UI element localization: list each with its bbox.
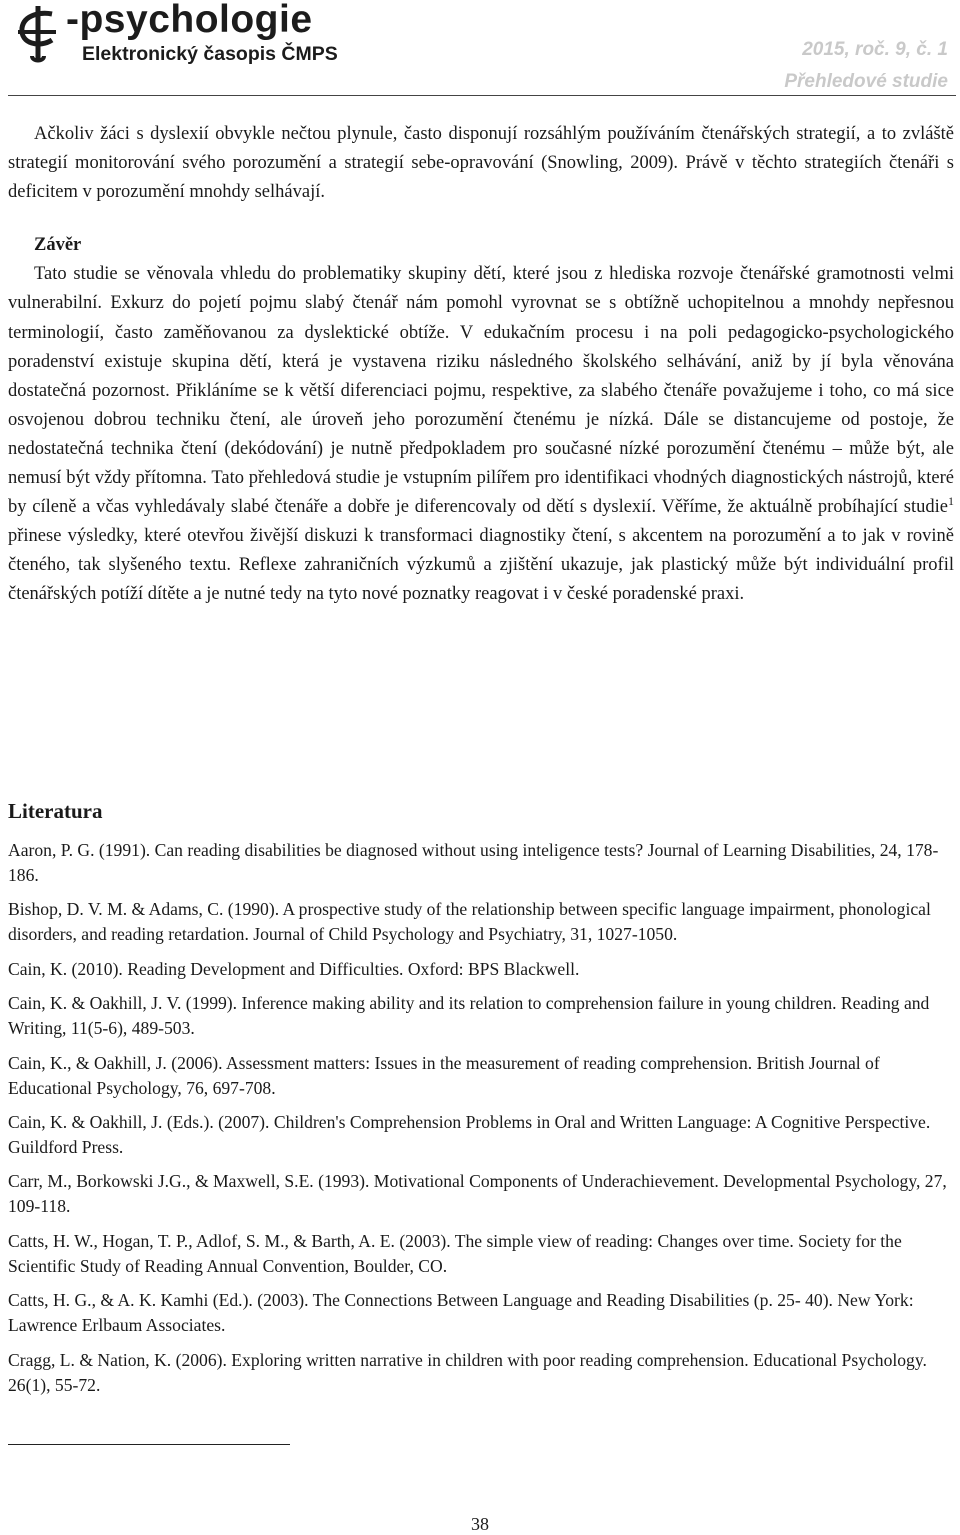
reference-item: Catts, H. W., Hogan, T. P., Adlof, S. M., & Barth, A. E. (2003). The simple view of reading: Changes over time. Society for the Scientific Study of Reading Annual Convention, Boulder, CO. <box>8 1230 902 1276</box>
conclusion-heading: Závěr <box>34 235 82 256</box>
page-header <box>0 0 960 96</box>
footnote-marker[interactable]: 1 <box>948 493 954 508</box>
header-divider <box>8 95 956 96</box>
reference-item: Cain, K. (2010). Reading Development and Difficulties. Oxford: BPS Blackwell. <box>8 958 580 979</box>
reference-item: Carr, M., Borkowski J.G., & Maxwell, S.E. (1993). Motivational Components of Underachievement. Developmental Psychology, 27, 109-118. <box>8 1171 947 1217</box>
issue-info <box>784 34 948 98</box>
logo-title: -psychologie <box>66 0 313 41</box>
reference-item: Cain, K. & Oakhill, J. (Eds.). (2007). Children's Comprehension Problems in Oral and Written Language: A Cognitive Perspective. Guildford Press. <box>8 1111 931 1157</box>
reference-item: Aaron, P. G. (1991). Can reading disabilities be diagnosed without using inteligence tests? Journal of Learning Disabilities, 24, 178-186. <box>8 840 939 885</box>
intro-paragraph: Ačkoliv žáci s dyslexií obvykle nečtou plynule, často disponují rozsáhlým používáním čtenářských strategií, a to zvláště strategií monitorování svého porozumění a strategií sebe-opravování (Snowling, 2009). Právě v těchto strategiích čtenáři s deficitem v porozumění mnohdy selhávají. <box>8 124 954 203</box>
footnote-separator <box>8 1444 290 1445</box>
psi-logo-icon <box>8 2 68 66</box>
journal-logo <box>8 2 358 70</box>
literature-heading: Literatura <box>8 799 103 823</box>
reference-item: Cragg, L. & Nation, K. (2006). Exploring written narrative in children with poor reading comprehension. Educational Psychology. 26(1), 55-72. <box>8 1349 927 1395</box>
conclusion-paragraph <box>8 260 954 609</box>
main-text <box>8 120 954 610</box>
logo-subtitle: Elektronický časopis ČMPS <box>82 43 338 65</box>
reference-item: Cain, K. & Oakhill, J. V. (1999). Inference making ability and its relation to comprehension failure in young children. Reading and Writing, 11(5-6), 489-503. <box>8 993 930 1039</box>
reference-item: Catts, H. G., & A. K. Kamhi (Ed.). (2003). The Connections Between Language and Reading Disabilities (p. 25- 40). New York: Lawrence Erlbaum Associates. <box>8 1290 914 1336</box>
conclusion-text-b: přinese výsledky, které otevřou živější diskuzi k transformaci diagnostiky čtení, s akcentem na porozumění a to jak v rovině čteného, tak slyšeného textu. Reflexe zahraničních výzkumů a zjištění ukazuje, jak plastický může být individuální profil čtenářských potíží dítěte a je nutné tedy na tyto nové poznatky reagovat i v české poradenské praxi. <box>8 526 954 605</box>
reference-list <box>8 838 954 1407</box>
conclusion-text-a: Tato studie se věnovala vhledu do problematiky skupiny dětí, které jsou z hlediska rozvoje čtenářské gramotnosti velmi vulnerabilní. Exkurz do pojetí pojmu slabý čtenář nám pomohl vyrovnat se s obtížně uchopitelnou a mnohdy nepřesnou terminologií, často zaměňovanou za dyslektické obtíže. V edukačním procesu i na poli pedagogicko-psychologického poradenství existuje skupina dětí, která je vystavena riziku následného školského selhávání, aniž by jí byla věnována dostatečná pozornost. Přikláníme se k větší diferenciaci pojmu, respektive, za slabého čtenáře považujeme i toho, co má sice osvojenou dobrou techniku čtení, ale úroveň jeho porozumění čtenému je nízká. Dále se distancujeme od postoje, že nedostatečná technika čtení (dekódování) je nutně předpokladem pro současné nízké porozumění čtenému – může být, ale nemusí být vždy přítomna. Tato přehledová studie je vstupním pilířem pro identifikaci vhodných diagnostických nástrojů, které by cíleně a včas vyhledávaly slabé čtenáře a dobře je diferencovaly od dětí s dyslexií. Věříme, že aktuálně probíhající studie <box>8 264 954 518</box>
section-name: Přehledové studie <box>784 71 948 92</box>
page-number: 38 <box>471 1514 489 1534</box>
reference-item: Bishop, D. V. M. & Adams, C. (1990). A prospective study of the relationship between specific language impairment, phonological disorders, and reading retardation. Journal of Child Psychology and Psychiatry, 31, 1027-1050. <box>8 899 931 945</box>
reference-item: Cain, K., & Oakhill, J. (2006). Assessment matters: Issues in the measurement of reading comprehension. British Journal of Educational Psychology, 76, 697-708. <box>8 1052 880 1098</box>
issue-number: 2015, roč. 9, č. 1 <box>802 39 948 60</box>
